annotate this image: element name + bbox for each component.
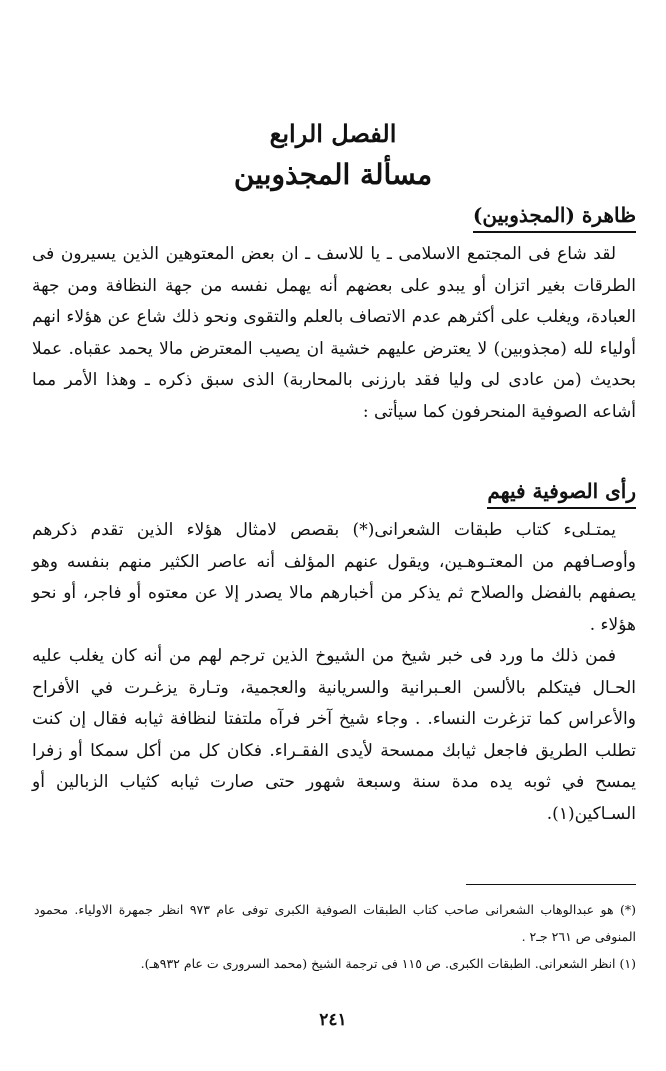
chapter-title: مسألة المجذوبين (233, 158, 433, 191)
section-heading-text: ظاهرة (المجذوبين) (473, 200, 636, 233)
footnote: (*) هو عبدالوهاب الشعرانى صاحب كتاب الطبقات الصوفية الكبرى توفى عام ٩٧٣ انظر جمهرة الاولياء. محمود المنوفى ص ٢٦١ جـ٢ . (34, 902, 636, 944)
section-sufi-opinion (32, 476, 636, 830)
chapter-label: الفصل الرابع (269, 119, 397, 148)
section-heading (32, 200, 636, 233)
section-heading-text: رأى الصوفية فيهم (487, 476, 636, 509)
paragraph: لقد شاع فى المجتمع الاسلامى ـ يا للاسف ـ ان بعض المعتوهين الذين يسيرون فى الطرقات بغير اتزان أو يبدو على بعضهم أنه يهمل نفسه من جهة النظافة ومن جهة العبادة، ويغلب على أكثرهم عدم الاتصاف بالعلم والتقوى ونحو ذلك شاع عن هؤلاء انهم أولياء لله (مجذوبين) لا يعترض عليهم خشية ان يصيب المعترض مالا يحمد عقباه. عملا بحديث (من عادى لى وليا فقد بارزنى بالمحاربة) الذى سبق ذكره ـ وهذا الأمر مما أشاعه الصوفية المنحرفون كما سيأتى : (32, 244, 636, 422)
paragraph: فمن ذلك ما ورد فى خبر شيخ من الشيوخ الذين ترجم لهم من أنه كان يغلب عليه الحـال فيتكلم بالألسن العـبرانية والسريانية والعجمية، وتـارة يزغـرت في الأفراح والأعراس كما تزغرت النساء. . وجاء شيخ آخر فرآه ملتفتا لنظافة ثيابه فقال إن كنت تطلب الطريق فاجعل ثيابك ممسحة لأيدى الفقـراء. فكان كل من أكل سمكا أو زفرا يمسح في ثوبه يده مدة سنة وسبعة شهور حتى صارت ثيابه كثياب الزبالين أو السـاكين(١). (32, 646, 636, 824)
footnote: (١) انظر الشعرانى. الطبقات الكبرى. ص ١١٥ فى ترجمة الشيخ (محمد السرورى ت عام ٩٣٢هـ). (140, 956, 636, 971)
section-majdhubin-phenomenon (32, 200, 636, 428)
footnotes (34, 896, 636, 977)
footnote-divider (466, 884, 636, 885)
chapter-heading (0, 114, 666, 196)
paragraph: يمتـلىء كتاب طبقات الشعرانى(*) بقصص لامثال هؤلاء الذين تقدم ذكرهم وأوصـافهم من المعتـوهـين، ويقول عنهم المؤلف أنه عاصر الكثير منهم بنفسه وهو يصفهم بالفضل والصلاح ثم يذكر من أخبارهم مالا يصدر إلا عن معتوه أو فاجر، أو نحو هؤلاء . (32, 520, 636, 635)
section-heading (32, 476, 636, 509)
page-number: ٢٤١ (319, 1010, 347, 1030)
